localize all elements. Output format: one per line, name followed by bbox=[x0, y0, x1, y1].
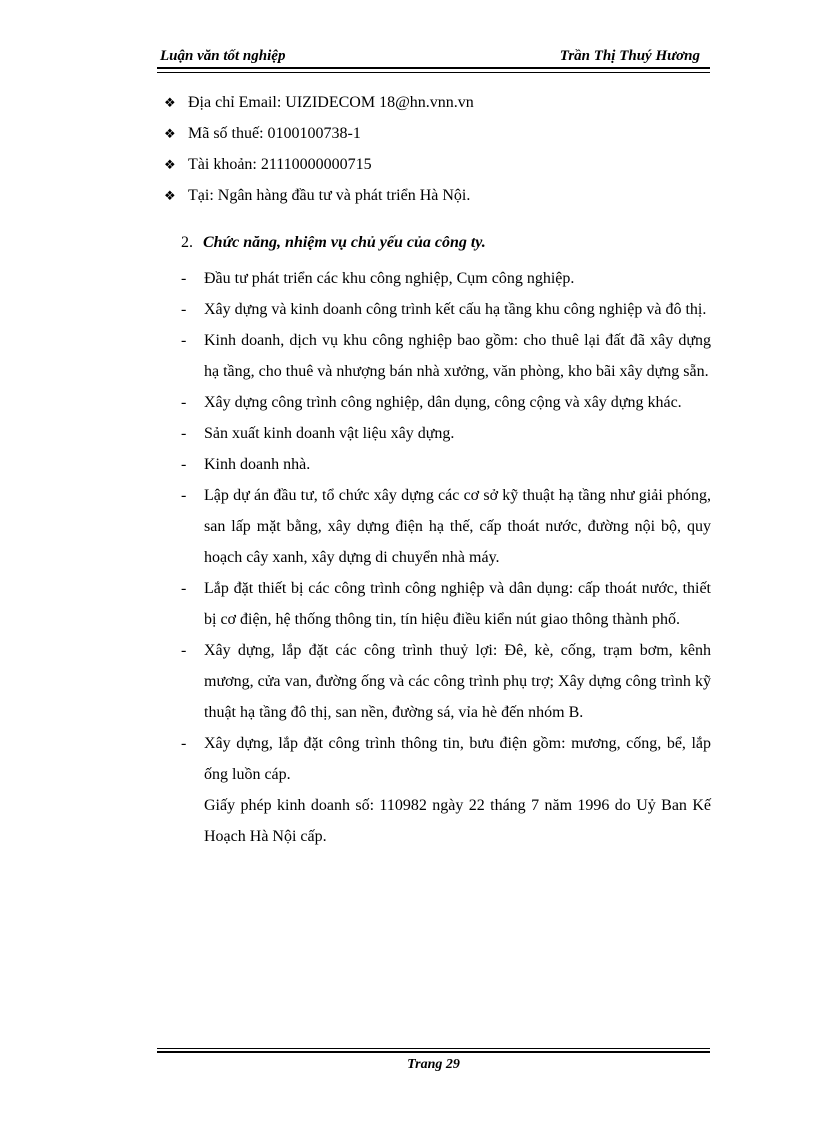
contact-bullet-list bbox=[164, 92, 724, 216]
header-author-name: Trần Thị Thuý Hương bbox=[559, 48, 700, 64]
footer-rule-thin bbox=[157, 1048, 710, 1049]
list-item bbox=[181, 573, 711, 635]
diamond-bullet-icon: ❖ bbox=[164, 158, 176, 173]
section-title: Chức năng, nhiệm vụ chủ yếu của công ty. bbox=[203, 234, 486, 251]
list-item bbox=[181, 325, 711, 387]
bullet-account bbox=[164, 154, 724, 185]
page-header bbox=[157, 48, 710, 70]
dash-marker: - bbox=[181, 270, 187, 287]
header-rule-thin bbox=[157, 72, 710, 73]
function-list bbox=[181, 263, 711, 852]
list-item-text: Lắp đặt thiết bị các công trình công nghiệp và dân dụng: cấp thoát nước, thiết bị cơ điện, hệ thống thông tin, tín hiệu điều kiển nút giao thông thành phố. bbox=[204, 580, 711, 628]
page-number: Trang 29 bbox=[407, 1057, 460, 1072]
business-license-paragraph: Giấy phép kinh doanh số: 110982 ngày 22 tháng 7 năm 1996 do Uỷ Ban Kế Hoạch Hà Nội cấp. bbox=[204, 797, 711, 845]
bullet-text: Tài khoản: 21110000000715 bbox=[188, 156, 372, 173]
dash-marker: - bbox=[181, 456, 187, 473]
list-item-text: Lập dự án đầu tư, tổ chức xây dựng các cơ sở kỹ thuật hạ tầng như giải phóng, san lấp mặt bằng, xây dựng điện hạ thế, cấp thoát nước, đường nội bộ, quy hoạch cây xanh, xây dựng di chuyển nhà máy. bbox=[204, 487, 711, 566]
bullet-tax-code bbox=[164, 123, 724, 154]
bullet-bank bbox=[164, 185, 724, 216]
list-item bbox=[181, 728, 711, 790]
list-item bbox=[181, 449, 711, 480]
bullet-email bbox=[164, 92, 724, 123]
dash-marker: - bbox=[181, 301, 187, 318]
dash-marker: - bbox=[181, 642, 187, 659]
list-item bbox=[181, 387, 711, 418]
section-heading bbox=[181, 232, 486, 254]
section-number: 2. bbox=[181, 234, 193, 251]
list-item-text: Sản xuất kinh doanh vật liệu xây dựng. bbox=[204, 425, 455, 442]
header-thesis-title: Luận văn tốt nghiệp bbox=[160, 48, 286, 64]
bullet-text: Địa chỉ Email: UIZIDECOM 18@hn.vnn.vn bbox=[188, 94, 474, 111]
dash-marker: - bbox=[181, 332, 187, 349]
list-item bbox=[181, 263, 711, 294]
list-item bbox=[181, 480, 711, 573]
list-item bbox=[181, 294, 711, 325]
list-item-text: Xây dựng công trình công nghiệp, dân dụng, công cộng và xây dựng khác. bbox=[204, 394, 682, 411]
list-item bbox=[181, 635, 711, 728]
diamond-bullet-icon: ❖ bbox=[164, 189, 176, 204]
list-item-text: Xây dựng, lắp đặt các công trình thuỷ lợi: Đê, kè, cống, trạm bơm, kênh mương, cửa van, đường ống và các công trình phụ trợ; Xây dựng công trình kỹ thuật hạ tầng đô thị, san nền, đường sá, vỉa hè đến nhóm B. bbox=[204, 642, 711, 721]
diamond-bullet-icon: ❖ bbox=[164, 96, 176, 111]
diamond-bullet-icon: ❖ bbox=[164, 127, 176, 142]
dash-marker: - bbox=[181, 487, 187, 504]
list-item-text: Kinh doanh, dịch vụ khu công nghiệp bao gồm: cho thuê lại đất đã xây dựng hạ tầng, cho thuê và nhượng bán nhà xưởng, văn phòng, kho bãi xây dựng sẵn. bbox=[204, 332, 711, 380]
bullet-text: Tại: Ngân hàng đầu tư và phát triển Hà Nội. bbox=[188, 187, 471, 204]
dash-marker: - bbox=[181, 580, 187, 597]
page-footer bbox=[157, 1048, 710, 1078]
list-item-text: Kinh doanh nhà. bbox=[204, 456, 311, 473]
list-item-text: Xây dựng và kinh doanh công trình kết cấu hạ tầng khu công nghiệp và đô thị. bbox=[204, 301, 707, 318]
list-item bbox=[181, 418, 711, 449]
dash-marker: - bbox=[181, 735, 187, 752]
header-rule-thick bbox=[157, 67, 710, 69]
dash-marker: - bbox=[181, 394, 187, 411]
bullet-text: Mã số thuế: 0100100738-1 bbox=[188, 125, 361, 142]
footer-rule-thick bbox=[157, 1051, 710, 1053]
list-item-text: Đầu tư phát triển các khu công nghiệp, Cụm công nghiệp. bbox=[204, 270, 575, 287]
list-item-text: Xây dựng, lắp đặt công trình thông tin, bưu điện gồm: mương, cống, bể, lắp ống luồn cáp. bbox=[204, 735, 711, 783]
dash-marker: - bbox=[181, 425, 187, 442]
